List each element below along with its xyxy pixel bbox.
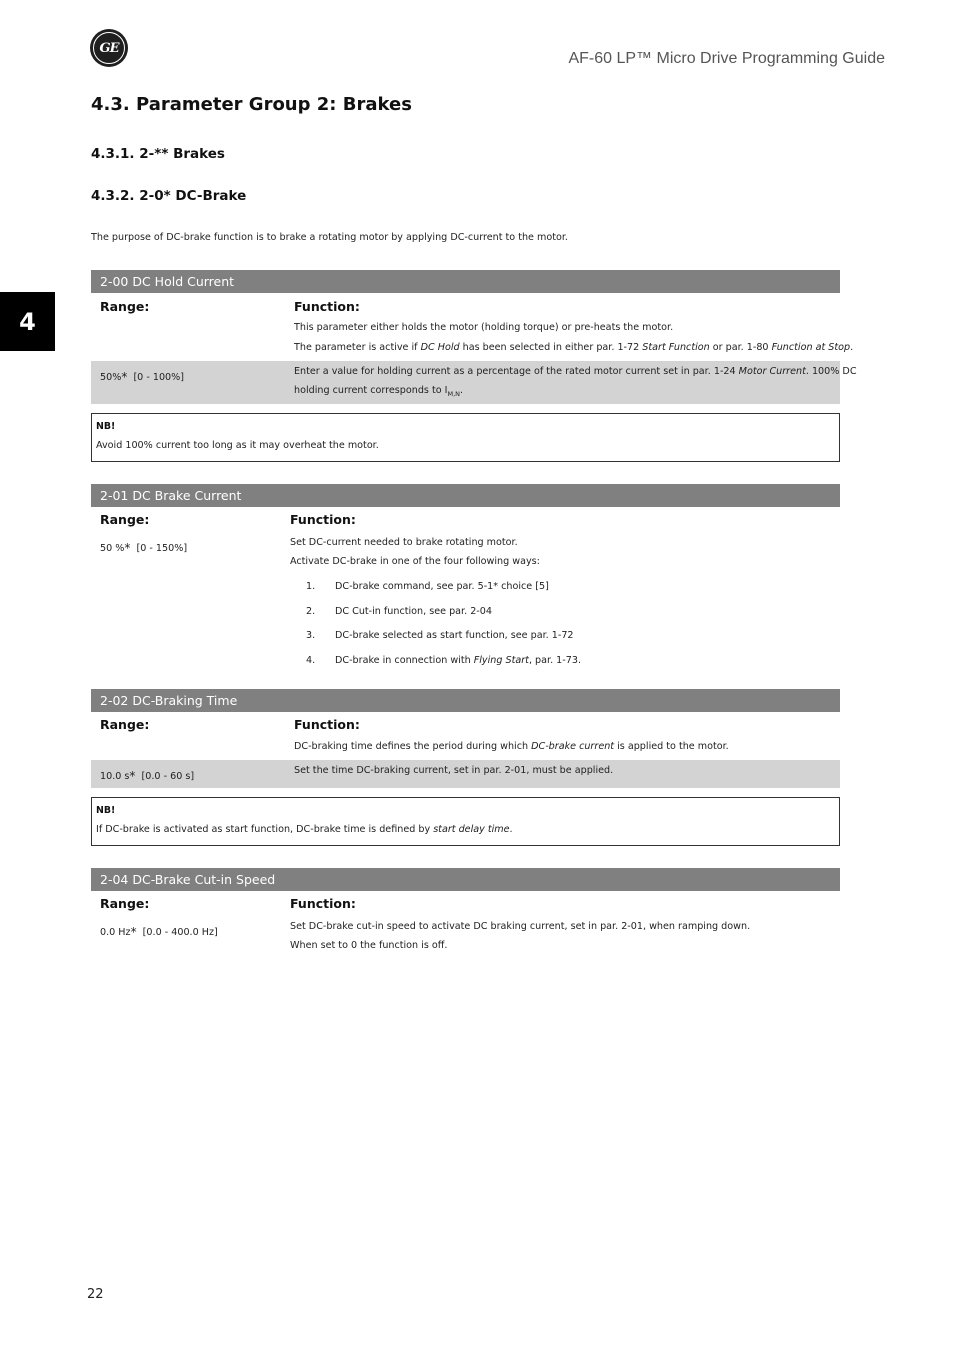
list-item-number: 3. (306, 630, 316, 641)
param-2-00-shaded-text-2: holding current corresponds to $I_{M,N}$. (294, 385, 464, 398)
function-label: Function: (290, 512, 356, 527)
chapter-tab: 4 (0, 292, 55, 351)
guide-title: AF-60 LP™ Micro Drive Programming Guide (568, 50, 885, 67)
list-item: DC-brake selected as start function, see par. 1-72 (335, 630, 574, 641)
page-number: 22 (87, 1287, 104, 1302)
param-2-00-shaded-text-1: Enter a value for holding current as a percentage of the rated motor current set in par. 1-24 Motor Current. 100% DC (294, 366, 857, 377)
param-2-02-shaded-text: Set the time DC-braking current, set in par. 2-01, must be applied. (294, 765, 614, 776)
subsection-heading-dc-brake: 4.3.2. 2-0* DC-Brake (91, 188, 247, 204)
param-2-02-desc-1: DC-braking time defines the period during which DC-brake current is applied to the motor. (294, 741, 729, 752)
list-item: DC-brake command, see par. 5-1* choice [5] (335, 581, 549, 592)
param-2-04-desc-2: When set to 0 the function is off. (290, 940, 448, 951)
param-2-04-range: 0.0 Hz* [0.0 - 400.0 Hz] (100, 925, 218, 939)
subsection-heading-brakes: 4.3.1. 2-** Brakes (91, 146, 225, 162)
nb-note-2-00 (91, 413, 840, 462)
list-item-number: 1. (306, 581, 316, 592)
param-2-01-desc-2: Activate DC-brake in one of the four following ways: (290, 556, 540, 567)
param-2-00-desc-1: This parameter either holds the motor (holding torque) or pre-heats the motor. (294, 322, 674, 333)
intro-paragraph: The purpose of DC-brake function is to brake a rotating motor by applying DC-current to the motor. (91, 232, 568, 243)
param-2-00-header: 2-00 DC Hold Current (91, 270, 840, 293)
function-label: Function: (294, 299, 360, 314)
range-label: Range: (100, 717, 150, 732)
list-item-number: 2. (306, 606, 316, 617)
param-2-02-range: 10.0 s* [0.0 - 60 s] (100, 769, 195, 783)
nb-text-2-00: Avoid 100% current too long as it may overheat the motor. (96, 440, 379, 451)
list-item: DC Cut-in function, see par. 2-04 (335, 606, 492, 617)
list-item-number: 4. (306, 655, 316, 666)
function-label: Function: (294, 717, 360, 732)
param-2-02-header: 2-02 DC-Braking Time (91, 689, 840, 712)
nb-text-2-02: If DC-brake is activated as start function, DC-brake time is defined by start delay time. (96, 824, 513, 835)
list-item: DC-brake in connection with Flying Start, par. 1-73. (335, 655, 581, 666)
param-2-01-desc-1: Set DC-current needed to brake rotating motor. (290, 537, 518, 548)
nb-title: NB! (96, 805, 116, 816)
range-label: Range: (100, 512, 150, 527)
param-2-01-header: 2-01 DC Brake Current (91, 484, 840, 507)
range-label: Range: (100, 299, 150, 314)
ge-logo (90, 29, 128, 67)
ge-logo-mark: GE (93, 32, 125, 64)
section-heading: 4.3. Parameter Group 2: Brakes (91, 94, 412, 115)
param-2-00-range: 50%* [0 - 100%] (100, 370, 185, 384)
param-2-04-header: 2-04 DC-Brake Cut-in Speed (91, 868, 840, 891)
nb-title: NB! (96, 421, 116, 432)
param-2-00-desc-2: The parameter is active if DC Hold has been selected in either par. 1-72 Start Function or par. 1-80 Function at Stop. (294, 342, 854, 353)
nb-note-2-02 (91, 797, 840, 846)
param-2-01-range: 50 %* [0 - 150%] (100, 541, 188, 555)
function-label: Function: (290, 896, 356, 911)
range-label: Range: (100, 896, 150, 911)
param-2-04-desc-1: Set DC-brake cut-in speed to activate DC braking current, set in par. 2-01, when ramping down. (290, 921, 751, 932)
